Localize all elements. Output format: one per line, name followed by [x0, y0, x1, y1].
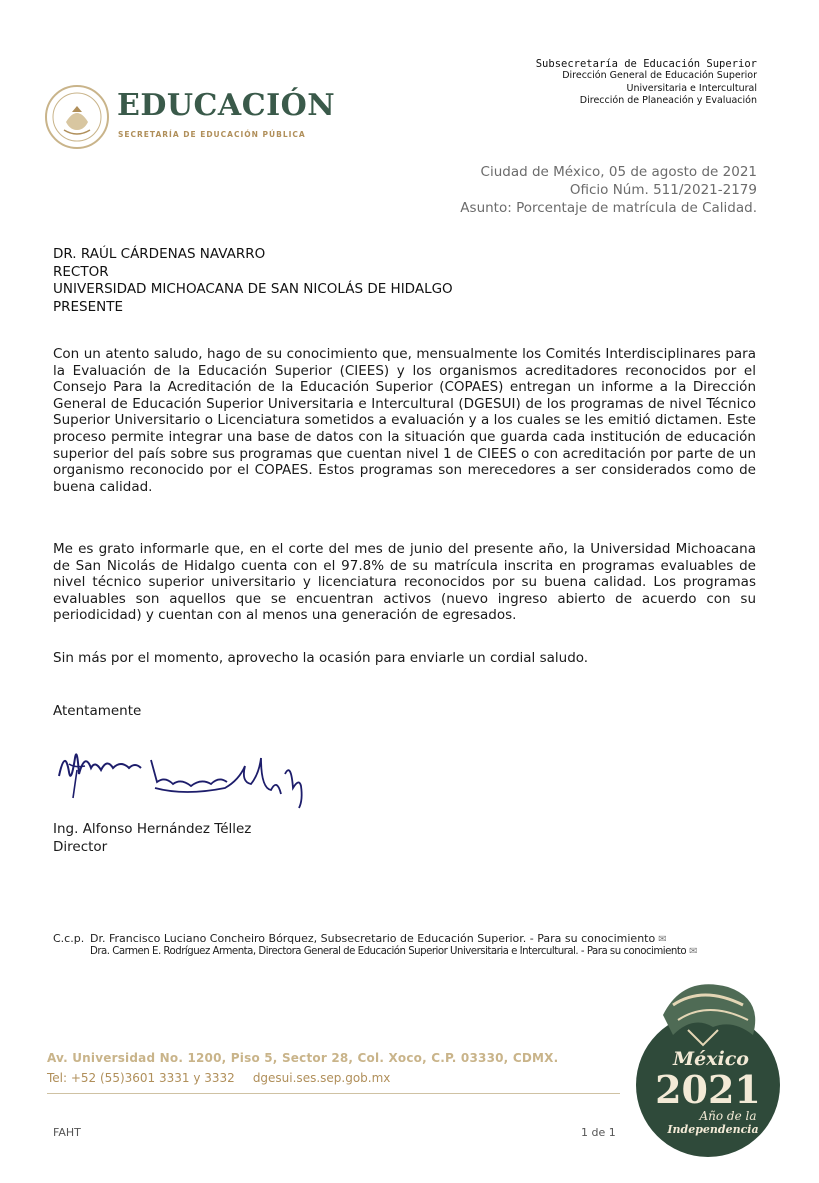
- dependency-name: Subsecretaría de Educación Superior: [535, 58, 757, 70]
- logo-subtitle: SECRETARÍA DE EDUCACIÓN PÚBLICA: [118, 130, 306, 139]
- issuing-office-block: [536, 58, 757, 108]
- logo-wordmark: EDUCACIÓN: [117, 88, 336, 123]
- badge-country: México: [673, 1048, 749, 1070]
- signer-title: Director: [53, 838, 108, 855]
- signer-block: [53, 821, 251, 856]
- oficio-number: Oficio Núm. 511/2021-2179: [569, 182, 757, 198]
- recipient-title: RECTOR: [53, 263, 109, 280]
- cc-recipient: [90, 932, 667, 945]
- footer-phone: Tel: +52 (55)3601 3331 y 3332: [47, 1071, 235, 1085]
- recipient-institution: UNIVERSIDAD MICHOACANA DE SAN NICOLÁS DE HIDALGO: [53, 281, 453, 298]
- national-seal-icon: [44, 84, 110, 150]
- subject-line: Asunto: Porcentaje de matrícula de Calidad.: [460, 200, 757, 216]
- cc-text: Dra. Carmen E. Rodríguez Armenta, Directora General de Educación Superior Universitaria e Intercultural. - Para su conocimiento: [90, 946, 687, 957]
- date-reference-block: [460, 163, 757, 217]
- footer-address: Av. Universidad No. 1200, Piso 5, Sector 28, Col. Xoco, C.P. 03330, CDMX.: [47, 1051, 559, 1065]
- badge-year: 2021: [655, 1067, 761, 1112]
- office-line: Dirección de Planeación y Evaluación: [579, 95, 757, 106]
- body-paragraph: Con un atento saludo, hago de su conocimiento que, mensualmente los Comités Interdisciplinares para la Evaluación de la Educación Superior (CIEES) y los organismos acreditadores reconocidos por el Consejo Para la Acreditación de la Educación Superior (COPAES) entregan un informe a la Dirección General de Educación Superior Universitaria e Intercultural (DGESUI) de los programas de nivel Técnico Superior Universitario o Licenciatura sometidos a evaluación y a los cuales se les emitió dictamen. Este proceso permite integrar una base de datos con la situación que guarda cada institución de educación superior del país sobre sus programas que cuentan nivel 1 de CIEES o con acreditación por parte de un organismo reconocido por el COPAES. Estos programas son merecedores a ser considerados como de buena calidad.: [53, 346, 756, 495]
- badge-subtitle: Año de la: [699, 1109, 757, 1123]
- recipient-name: DR. RAÚL CÁRDENAS NAVARRO: [53, 246, 266, 262]
- envelope-icon: ✉: [689, 946, 697, 957]
- badge-subtitle: Independencia: [667, 1123, 759, 1136]
- mexico-2021-badge: [633, 975, 783, 1160]
- cc-label: C.c.p.: [53, 932, 85, 945]
- footer-website: dgesui.ses.sep.gob.mx: [252, 1071, 391, 1085]
- recipient-block: [53, 246, 453, 316]
- closing-line: Atentamente: [53, 703, 142, 719]
- body-paragraph: Me es grato informarle que, en el corte del mes de junio del presente año, la Universidad Michoacana de San Nicolás de Hidalgo cuenta con el 97.8% de su matrícula inscrita en programas evaluables de nivel técnico superior universitario y licenciatura reconocidos por su buena calidad. Los programas evaluables son aquellos que se encuentran activos (nuevo ingreso abierto de acuerdo con su periodicidad) y cuentan con al menos una generación de egresados.: [53, 541, 756, 624]
- handwritten-signature: [55, 738, 310, 818]
- recipient-salutation: PRESENTE: [53, 298, 124, 315]
- envelope-icon: ✉: [658, 934, 667, 945]
- place-date: Ciudad de México, 05 de agosto de 2021: [480, 164, 757, 180]
- author-initials: FAHT: [53, 1126, 81, 1139]
- signer-name: Ing. Alfonso Hernández Téllez: [53, 821, 252, 837]
- footer-divider: [47, 1093, 620, 1094]
- cc-text: Dr. Francisco Luciano Concheiro Bórquez, Subsecretario de Educación Superior. - Para su conocimiento: [90, 932, 656, 945]
- office-line: Dirección General de Educación Superior: [562, 70, 757, 81]
- office-line: Universitaria e Intercultural: [626, 82, 757, 94]
- footer-contact: [47, 1071, 390, 1085]
- page-number: 1 de 1: [581, 1126, 616, 1139]
- body-paragraph: Sin más por el momento, aprovecho la ocasión para enviarle un cordial saludo.: [53, 650, 589, 666]
- cc-recipient: [90, 946, 697, 957]
